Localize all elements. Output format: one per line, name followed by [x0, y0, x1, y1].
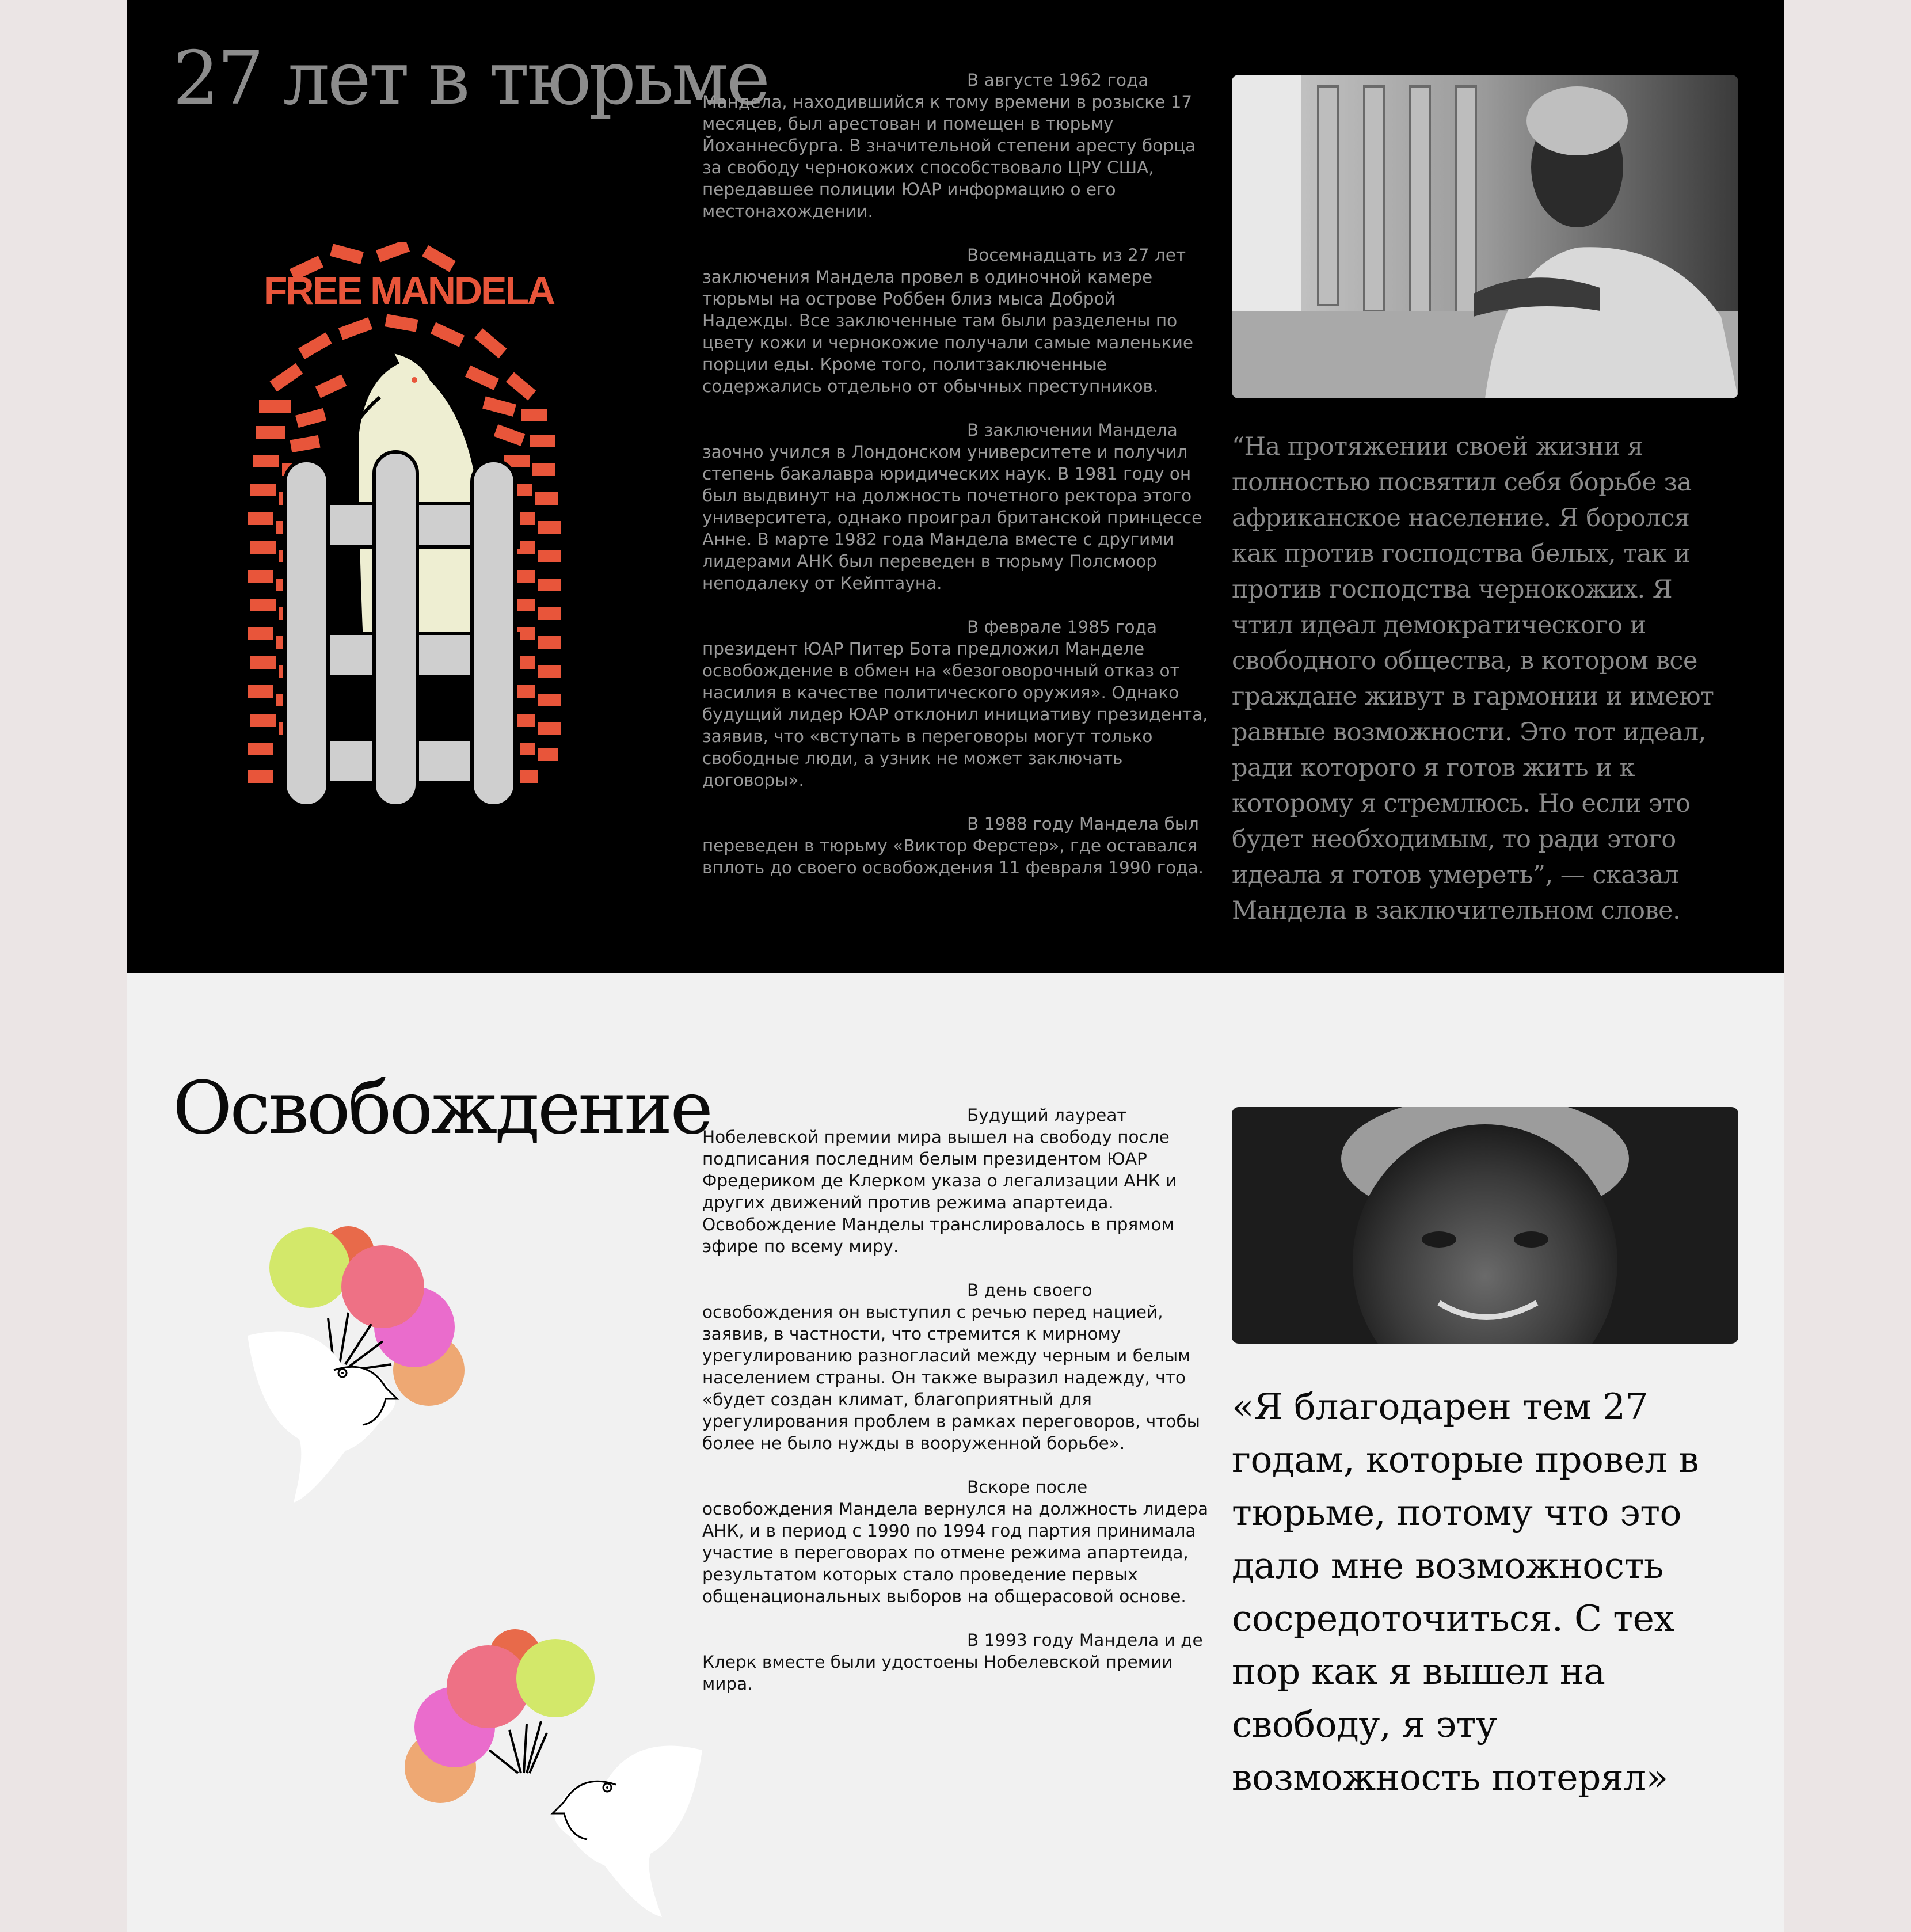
- paragraph: В феврале 1985 года президент ЮАР Питер Бота предложил Манделе освобождение в обмен на «безоговорочный отказ от насилия в качестве политического оружия». Однако будущий лидер ЮАР отклонил инициативу президента, заявив, что «вступать в переговоры могут только свободные люди, а узник не может заключать договоры».: [702, 617, 1208, 790]
- title-text: Освобождение: [173, 1066, 711, 1150]
- release-section: [127, 973, 1784, 1932]
- dove-icon: [553, 1746, 702, 1918]
- cell-bars: [285, 452, 515, 806]
- mandela-quote-prison: “На протяжении своей жизни я полностью посвятил себя борьбе за африканское население. Я боролся как против господства белых, так и против господства чернокожих. Я чтил идеал демократического и свободного общества, в котором все граждане живут в гармонии и имеют равные возможности. Это тот идеал, ради которого я готов жить и к которому я стремлюсь. Но если это будет необходимым, то ради этого идеала я готов умереть”, — сказал Мандела в заключительном слове.: [1232, 432, 1714, 925]
- dove-icon: [248, 1332, 397, 1503]
- prison-section: [127, 0, 1784, 973]
- photo-mandela-prison-cell: [1232, 75, 1738, 398]
- prison-body-text: [702, 69, 1209, 900]
- paragraph: В день своего освобождения он выступил с речью перед нацией, заявив, в частности, что стремится к мирному урегулированию разногласий между черным и белым населением страны. Он также выразил надежду, что «будет создан климат, благоприятный для урегулирования проблем в рамках переговоров, чтобы более не было нужды в вооруженной борьбе».: [702, 1280, 1200, 1453]
- title-text: 27 лет в тюрьме: [173, 36, 768, 121]
- free-mandela-poster: [248, 242, 604, 817]
- mandela-quote-release: «Я благодарен тем 27 годам, которые провел в тюрьме, потому что это дало мне возможность сосредоточиться. С тех пор как я вышел на свободу, я эту возможность потерял»: [1232, 1386, 1699, 1798]
- paragraph: Восемнадцать из 27 лет заключения Мандела провел в одиночной камере тюрьмы на острове Роббен близ мыса Доброй Надежды. Все заключенные там были разделены по цвету кожи и чернокожие получали самые маленькие порции еды. Кроме того, политзаключенные содержались отдельно от обычных преступников.: [702, 245, 1194, 396]
- paragraph: В 1988 году Мандела был переведен в тюрьму «Виктор Ферстер», где оставался вплоть до своего освобождения 11 февраля 1990 года.: [702, 814, 1204, 877]
- free-mandela-lettering: FREE MANDELA: [263, 269, 554, 313]
- paragraph: В заключении Мандела заочно учился в Лондонском университете и получил степень бакалавра юридических наук. В 1981 году он был выдвинут на должность почетного ректора этого университета, однако проиграл британской принцессе Анне. В марте 1982 года Мандела вместе с другими лидерами АНК был переведен в тюрьму Полсмоор неподалеку от Кейптауна.: [702, 420, 1202, 593]
- section-title-release: [173, 1065, 711, 1151]
- paragraph: В 1993 году Мандела и де Клерк вместе были удостоены Нобелевской премии мира.: [702, 1630, 1203, 1694]
- paragraph: В августе 1962 года Мандела, находившийся к тому времени в розыске 17 месяцев, был арестован и помещен в тюрьму Йоханнесбурга. В значительной степени аресту борца за свободу чернокожих способствовало ЦРУ США, передавшее полиции ЮАР информацию о его местонахождении.: [702, 70, 1196, 221]
- balloon-strings: [489, 1721, 547, 1773]
- paragraph: Будущий лауреат Нобелевской премии мира вышел на свободу после подписания последним белым президентом ЮАР Фредериком де Клерком указа о легализации АНК и других движений против режима апартеида. Освобождение Манделы транслировалось в прямом эфире по всему миру.: [702, 1105, 1177, 1256]
- release-body-text: [702, 1104, 1209, 1717]
- photo-mandela-portrait: [1232, 1107, 1738, 1344]
- dove-balloons-illustration-bottom: [403, 1629, 725, 1917]
- section-title-prison: [173, 36, 768, 122]
- paragraph: Вскоре после освобождения Мандела вернулся на должность лидера АНК, и в период с 1990 по 1994 год партия принимала участие в переговорах по отмене режима апартеида, результатом которых стало проведение первых общенациональных выборов на общерасовой основе.: [702, 1477, 1209, 1606]
- dove-balloons-illustration-top: [248, 1226, 593, 1526]
- balloons: [405, 1629, 595, 1803]
